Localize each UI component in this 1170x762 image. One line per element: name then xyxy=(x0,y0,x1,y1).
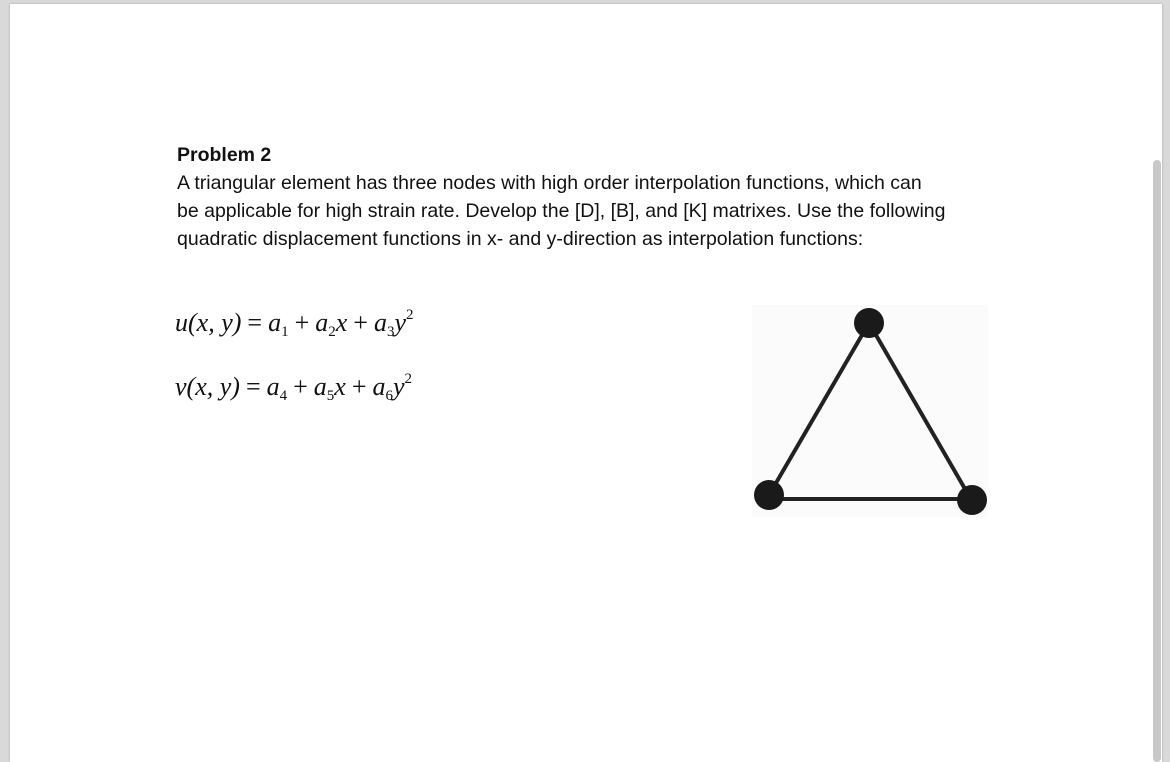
equation-lhs: v(x, y) xyxy=(175,372,240,401)
equation-lhs: u(x, y) xyxy=(175,308,242,337)
equation-v: v(x, $y) = a_4 + a_5x + a_6y^2$ xyxy=(175,371,413,404)
vertical-scrollbar[interactable] xyxy=(1153,160,1161,762)
node-bottom-right xyxy=(957,485,987,515)
problem-line: A triangular element has three nodes with high order interpolation functions, which can xyxy=(177,172,922,194)
node-top xyxy=(854,308,884,338)
triangle-element-diagram xyxy=(752,305,988,517)
problem-block xyxy=(177,141,1007,253)
problem-statement xyxy=(177,169,1007,253)
problem-title: Problem 2 xyxy=(177,144,272,166)
problem-line: quadratic displacement functions in x- and y-direction as interpolation functions: xyxy=(177,228,864,250)
node-bottom-left xyxy=(754,480,784,510)
equation-u: u(x, $y) = a_1 + a_2x + a_3y^2$ xyxy=(175,307,414,340)
problem-line: be applicable for high strain rate. Develop the [D], [B], and [K] matrixes. Use the following xyxy=(177,200,946,222)
